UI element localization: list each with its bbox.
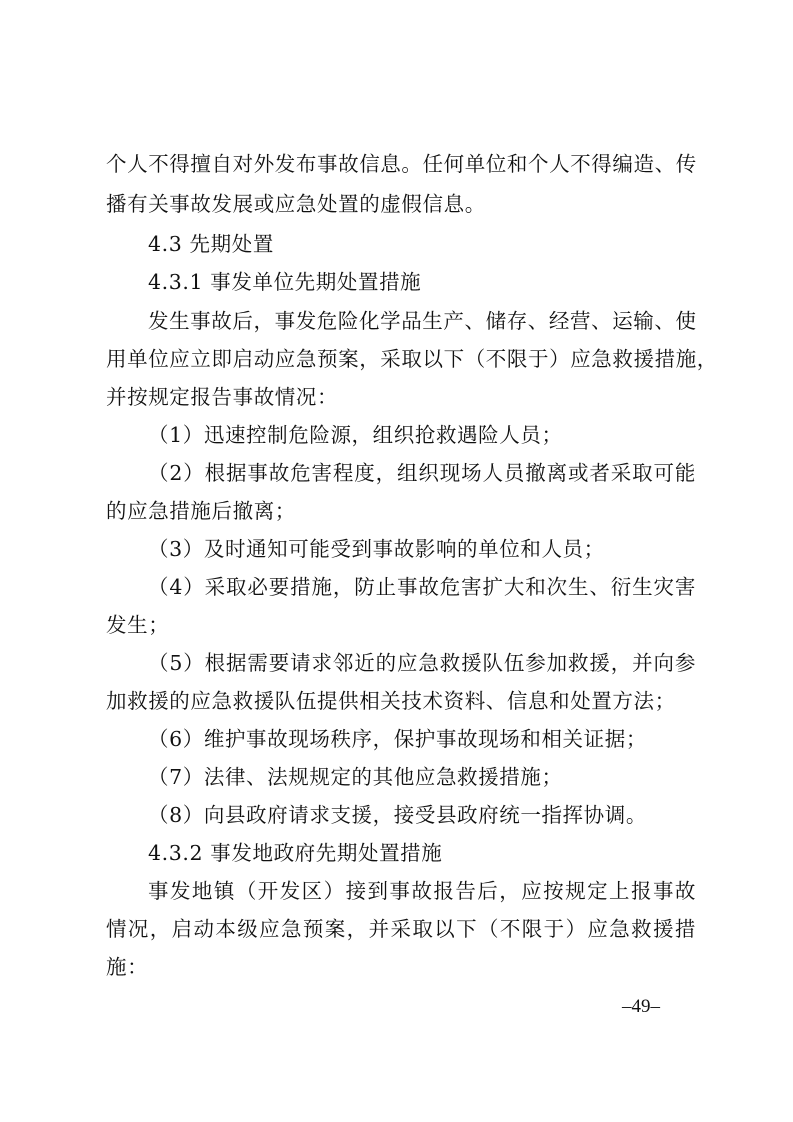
list-item: （1）迅速控制危险源，组织抢救遇险人员； bbox=[148, 423, 563, 447]
paragraph-line: 个人不得擅自对外发布事故信息。任何单位和个人不得编造、传 bbox=[106, 152, 697, 176]
list-item: （7）法律、法规规定的其他应急救援措施； bbox=[148, 765, 563, 789]
paragraph-line: 事发地镇（开发区）接到事故报告后，应按规定上报事故 bbox=[148, 879, 696, 903]
list-item: （5）根据需要请求邻近的应急救援队伍参加救援，并向参 bbox=[148, 651, 696, 675]
subsection-heading: 4.3.1 事发单位先期处置措施 bbox=[148, 270, 422, 294]
paragraph-line: 用单位应立即启动应急预案，采取以下（不限于）应急救援措施， bbox=[106, 347, 718, 371]
paragraph-line: 情况，启动本级应急预案，并采取以下（不限于）应急救援措 bbox=[106, 917, 696, 941]
list-item: （8）向县政府请求支援，接受县政府统一指挥协调。 bbox=[148, 803, 647, 827]
list-item: （4）采取必要措施，防止事故危害扩大和次生、衍生灾害 bbox=[148, 575, 696, 599]
paragraph-line: 播有关事故发展或应急处置的虚假信息。 bbox=[106, 192, 486, 216]
subsection-heading: 4.3.2 事发地政府先期处置措施 bbox=[148, 841, 443, 865]
paragraph-line: 并按规定报告事故情况： bbox=[106, 385, 339, 409]
list-item-continuation: 加救援的应急救援队伍提供相关技术资料、信息和处置方法； bbox=[106, 689, 676, 713]
list-item-continuation: 发生； bbox=[106, 613, 170, 637]
list-item: （6）维护事故现场秩序，保护事故现场和相关证据； bbox=[148, 727, 647, 751]
list-item: （3）及时通知可能受到事故影响的单位和人员； bbox=[148, 537, 605, 561]
paragraph-line: 施： bbox=[106, 955, 149, 979]
section-heading: 4.3 先期处置 bbox=[148, 232, 274, 256]
page-number: –49– bbox=[622, 996, 660, 1017]
paragraph-line: 发生事故后，事发危险化学品生产、储存、经营、运输、使 bbox=[148, 309, 697, 333]
list-item-continuation: 的应急措施后撤离； bbox=[106, 499, 296, 523]
list-item: （2）根据事故危害程度，组织现场人员撤离或者采取可能 bbox=[148, 461, 696, 485]
